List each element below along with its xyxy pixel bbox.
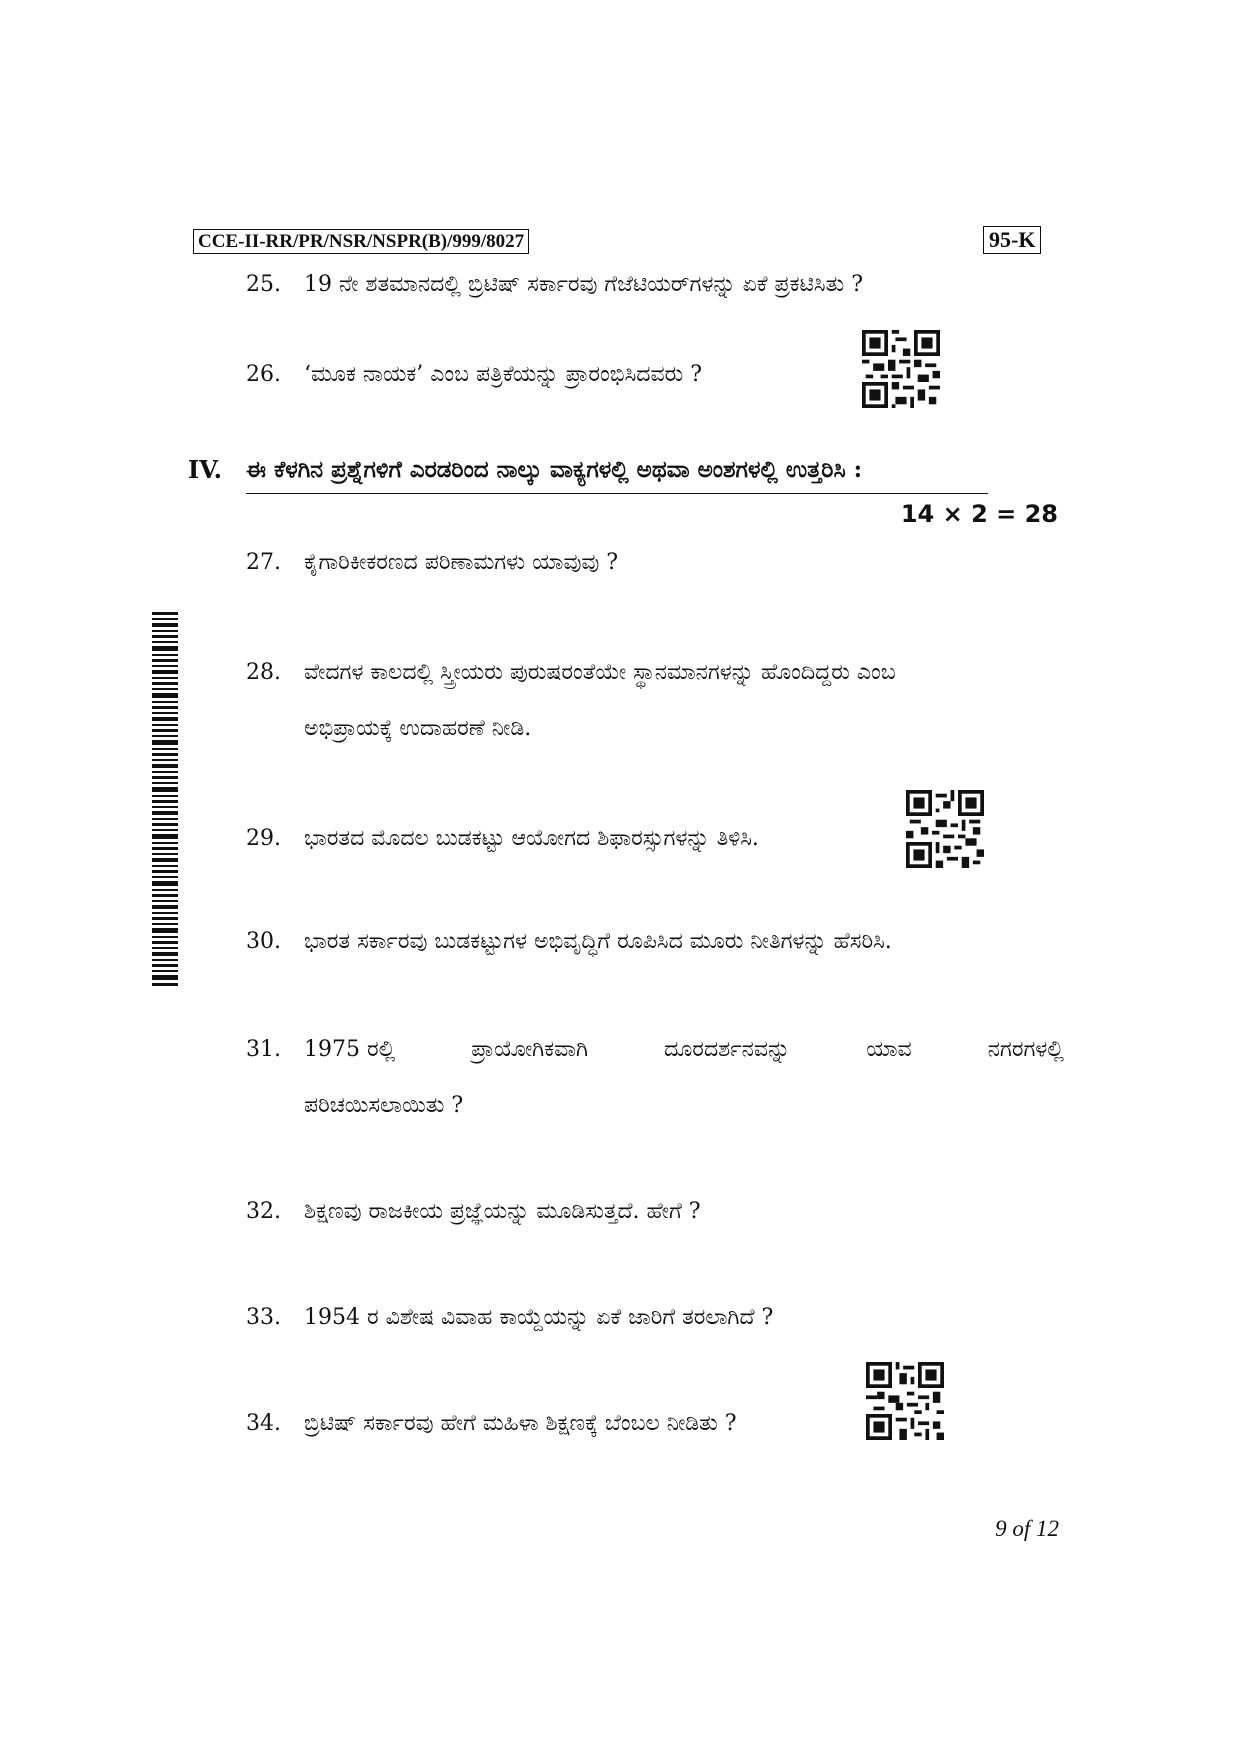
qr-code-icon: [862, 330, 940, 408]
question-number: 26.: [246, 362, 281, 387]
question-text: ಶಿಕ್ಷಣವು ರಾಜಕೀಯ ಪ್ರಜ್ಞೆಯನ್ನು ಮೂಡಿಸುತ್ತದೆ. ಹೇಗೆ ?: [304, 1199, 701, 1224]
question-number: 33.: [246, 1305, 281, 1330]
question-number: 31.: [246, 1037, 281, 1062]
question-word: ಪ್ರಾಯೋಗಿಕವಾಗಿ: [471, 1037, 589, 1062]
question-number: 27.: [246, 550, 281, 575]
question-text-continued: ಅಭಿಪ್ರಾಯಕ್ಕೆ ಉದಾಹರಣೆ ನೀಡಿ.: [304, 716, 532, 741]
section-underline: [246, 493, 988, 494]
paper-id-badge: 95-K: [983, 226, 1041, 254]
question-number: 30.: [246, 929, 281, 954]
question-text: ಭಾರತ ಸರ್ಕಾರವು ಬುಡಕಟ್ಟುಗಳ ಅಭಿವೃದ್ಧಿಗೆ ರೂಪಿಸಿದ ಮೂರು ನೀತಿಗಳನ್ನು ಹೆಸರಿಸಿ.: [304, 929, 892, 954]
question-text: ಭಾರತದ ಮೊದಲ ಬುಡಕಟ್ಟು ಆಯೋಗದ ಶಿಫಾರಸ್ಸುಗಳನ್ನು ತಿಳಿಸಿ.: [304, 826, 759, 851]
qr-code-icon: [866, 1362, 944, 1440]
question-text: ‘ಮೂಕ ನಾಯಕ’ ಎಂಬ ಪತ್ರಿಕೆಯನ್ನು ಪ್ರಾರಂಭಿಸಿದವರು ?: [304, 362, 703, 387]
question-word: ದೂರದರ್ಶನವನ್ನು: [664, 1037, 791, 1062]
question-number: 32.: [246, 1199, 281, 1224]
section-instruction: ಈ ಕೆಳಗಿನ ಪ್ರಶ್ನೆಗಳಿಗೆ ಎರಡರಿಂದ ನಾಲ್ಕು ವಾಕ್ಯಗಳಲ್ಲಿ ಅಥವಾ ಅಂಶಗಳಲ್ಲಿ ಉತ್ತರಿಸಿ :: [246, 456, 863, 483]
question-number: 34.: [246, 1411, 281, 1436]
page-number: 9 of 12: [995, 1516, 1059, 1541]
question-number: 29.: [246, 826, 281, 851]
question-word: 1975 ರಲ್ಲಿ: [304, 1037, 396, 1062]
question-text: ವೇದಗಳ ಕಾಲದಲ್ಲಿ ಸ್ತ್ರೀಯರು ಪುರುಷರಂತೆಯೇ ಸ್ಥಾನಮಾನಗಳನ್ನು ಹೊಂದಿದ್ದರು ಎಂಬ: [304, 660, 896, 685]
question-text: [304, 1035, 1064, 1065]
question-word: ಯಾವ: [866, 1037, 912, 1062]
barcode-icon: [152, 612, 178, 988]
question-word: ನಗರಗಳಲ್ಲಿ: [987, 1037, 1064, 1062]
question-number: 25.: [246, 272, 281, 297]
question-number: 28.: [246, 660, 281, 685]
qr-code-icon: [906, 790, 984, 868]
question-text-continued: ಪರಿಚಯಿಸಲಾಯಿತು ?: [304, 1093, 464, 1118]
section-marks: 14 × 2 = 28: [900, 500, 1058, 528]
section-number: IV.: [188, 455, 223, 484]
paper-code: CCE-II-RR/PR/NSR/NSPR(B)/999/8027: [193, 229, 529, 254]
question-text: ಬ್ರಿಟಿಷ್ ಸರ್ಕಾರವು ಹೇಗೆ ಮಹಿಳಾ ಶಿಕ್ಷಣಕ್ಕೆ ಬೆಂಬಲ ನೀಡಿತು ?: [304, 1411, 737, 1436]
question-text: 19 ನೇ ಶತಮಾನದಲ್ಲಿ ಬ್ರಿಟಿಷ್ ಸರ್ಕಾರವು ಗೆಜೆಟಿಯರ್‌ಗಳನ್ನು ಏಕೆ ಪ್ರಕಟಿಸಿತು ?: [304, 272, 864, 297]
question-text: 1954 ರ ವಿಶೇಷ ವಿವಾಹ ಕಾಯ್ದೆಯನ್ನು ಏಕೆ ಜಾರಿಗೆ ತರಲಾಗಿದೆ ?: [304, 1305, 774, 1330]
question-text: ಕೈಗಾರಿಕೀಕರಣದ ಪರಿಣಾಮಗಳು ಯಾವುವು ?: [304, 550, 619, 575]
